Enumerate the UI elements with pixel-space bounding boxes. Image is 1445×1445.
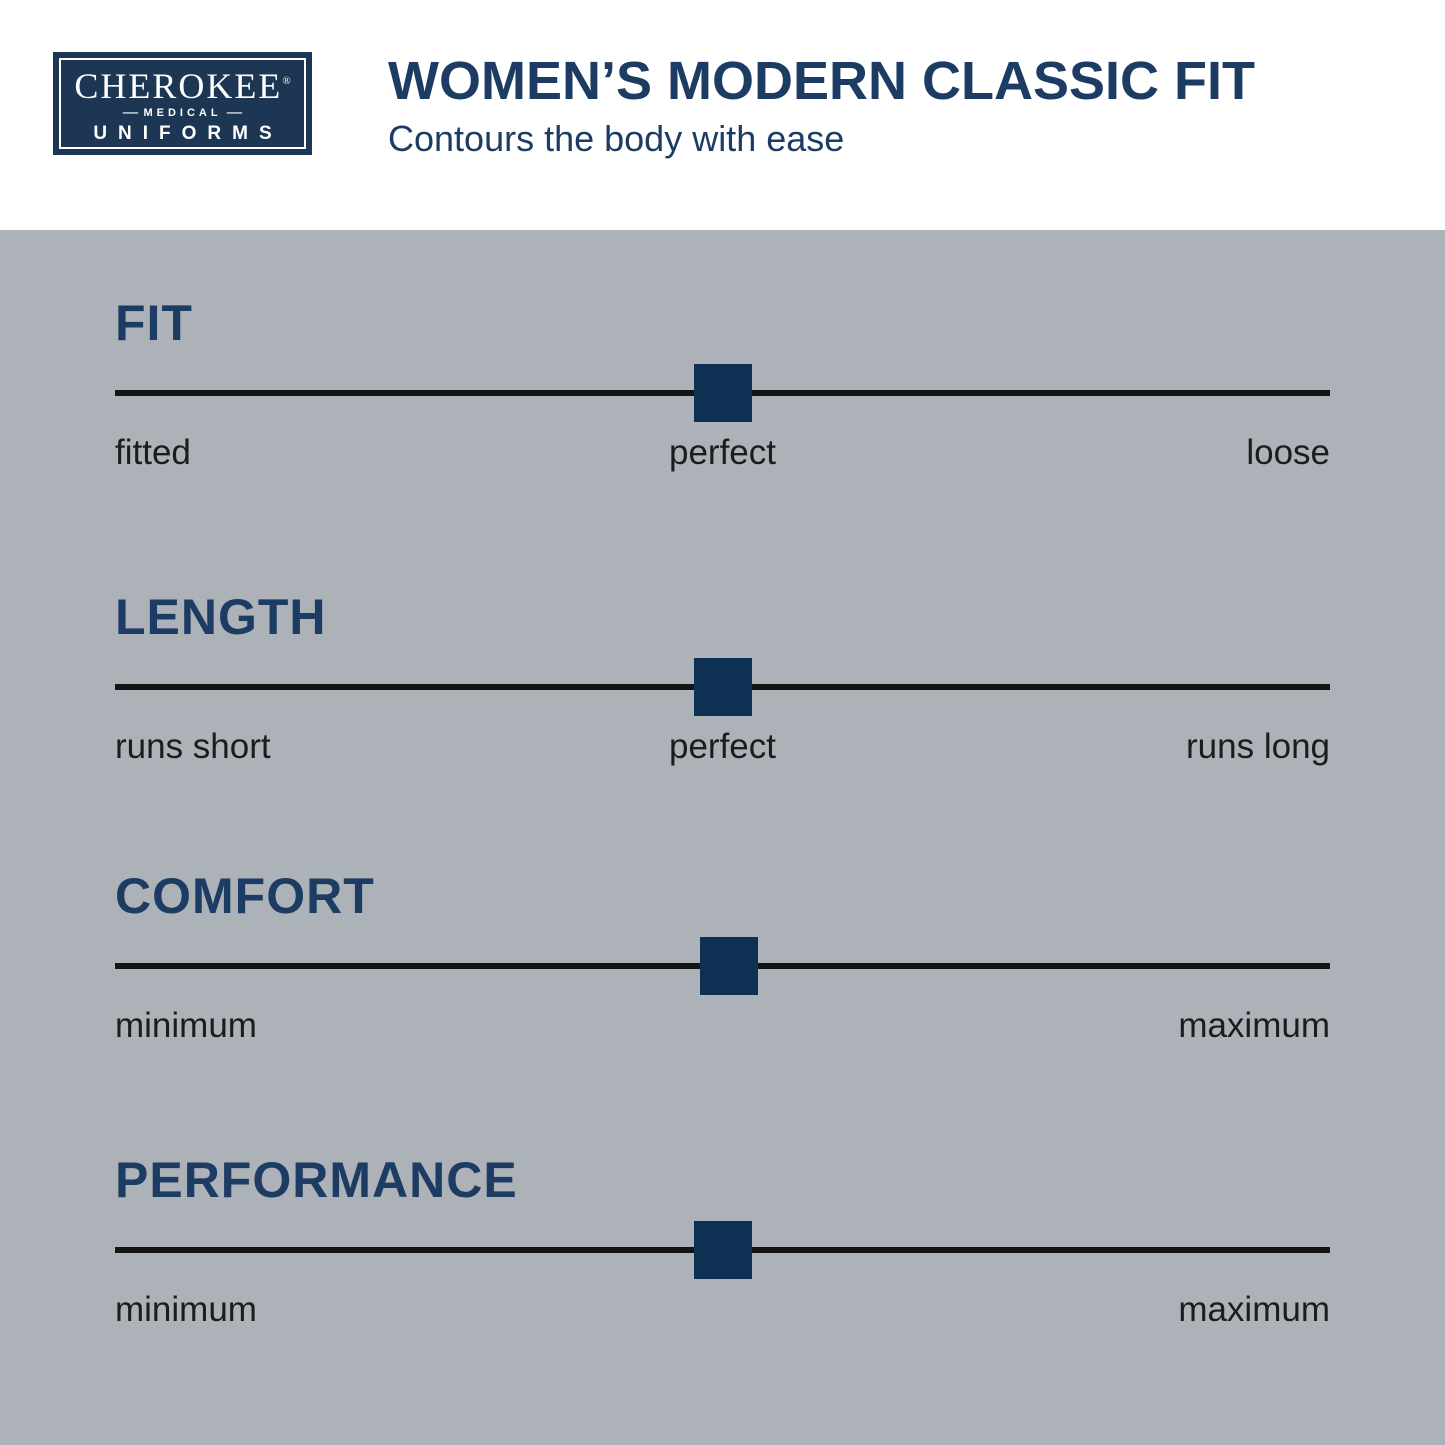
- fit-mid-label: perfect: [669, 433, 776, 472]
- fit-max-label: loose: [1246, 433, 1330, 472]
- comfort-min-label: minimum: [115, 1006, 257, 1045]
- length-slider-track: [115, 652, 1330, 722]
- comfort-max-label: maximum: [1178, 1006, 1330, 1045]
- slider-row-comfort: [115, 868, 1330, 1047]
- length-scale-labels: [115, 726, 1330, 768]
- fit-slider-track: [115, 358, 1330, 428]
- cherokee-logo: [53, 52, 312, 155]
- slider-row-fit: [115, 295, 1330, 474]
- division-dash-left: —: [123, 106, 139, 119]
- slider-row-performance: [115, 1152, 1330, 1331]
- title-block: [388, 52, 1255, 159]
- logo-division-text: MEDICAL: [143, 106, 222, 119]
- performance-scale-labels: [115, 1289, 1330, 1331]
- comfort-heading: COMFORT: [115, 868, 375, 924]
- performance-slider-track: [115, 1215, 1330, 1285]
- header: [0, 0, 1445, 230]
- fit-chart-area: [0, 230, 1445, 1445]
- performance-max-label: maximum: [1178, 1290, 1330, 1329]
- fit-scale-labels: [115, 432, 1330, 474]
- length-max-label: runs long: [1186, 727, 1330, 766]
- logo-division-line: [123, 106, 242, 119]
- length-min-label: runs short: [115, 727, 271, 766]
- length-heading: LENGTH: [115, 589, 327, 645]
- performance-heading: PERFORMANCE: [115, 1152, 518, 1208]
- logo-product-line-text: UNIFORMS: [93, 122, 283, 144]
- length-slider-marker: [694, 658, 752, 716]
- fit-heading: FIT: [115, 295, 193, 351]
- performance-min-label: minimum: [115, 1290, 257, 1329]
- length-mid-label: perfect: [669, 727, 776, 766]
- division-dash-right: —: [226, 106, 242, 119]
- comfort-scale-labels: [115, 1005, 1330, 1047]
- page-title: WOMEN’S MODERN CLASSIC FIT: [388, 51, 1255, 111]
- fit-slider-marker: [694, 364, 752, 422]
- comfort-slider-track: [115, 931, 1330, 1001]
- logo-brand-text: [74, 63, 290, 104]
- comfort-slider-marker: [700, 937, 758, 995]
- page-subtitle: Contours the body with ease: [388, 118, 845, 159]
- logo-brand-name: CHEROKEE: [74, 65, 283, 106]
- registered-trademark-symbol: ®: [282, 74, 291, 87]
- performance-slider-marker: [694, 1221, 752, 1279]
- fit-min-label: fitted: [115, 433, 191, 472]
- slider-row-length: [115, 589, 1330, 768]
- logo-frame: [59, 58, 306, 149]
